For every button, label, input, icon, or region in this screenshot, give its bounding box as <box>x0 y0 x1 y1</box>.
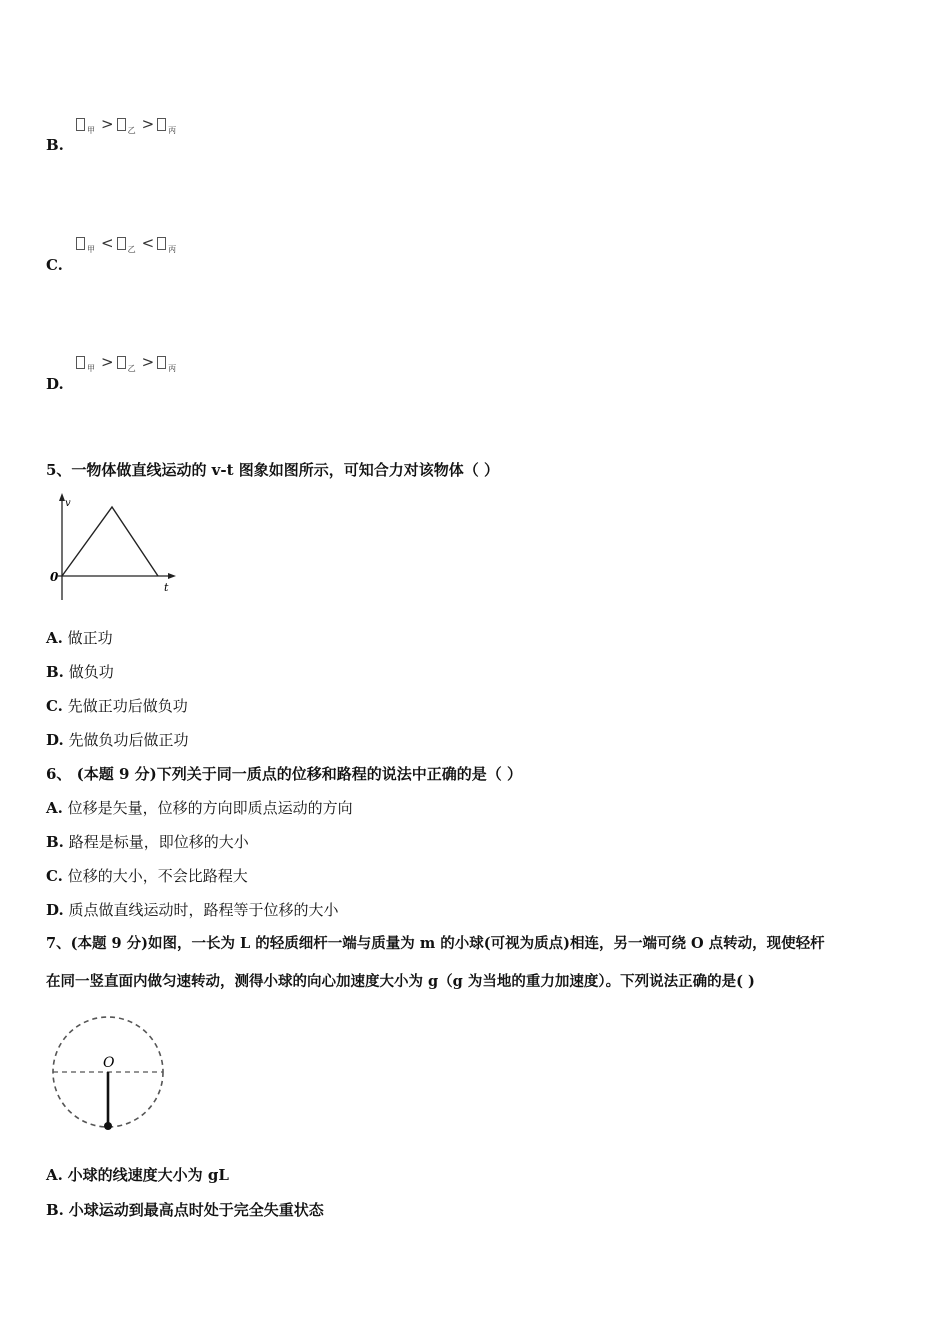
missing-glyph-box <box>117 237 126 250</box>
option-text: 小球运动到最高点时处于完全失重状态 <box>68 1201 324 1219</box>
formula-option-b <box>76 115 179 136</box>
formula-operator: < <box>101 234 114 252</box>
q6-option-a <box>46 798 353 818</box>
option-letter: B. <box>46 136 64 154</box>
origin-label: 0 <box>50 570 59 584</box>
option-text: 做正功 <box>67 629 113 647</box>
q6-option-d <box>46 900 339 920</box>
option-text: 质点做直线运动时，路程等于位移的大小 <box>68 901 339 919</box>
q5-option-b <box>46 662 114 682</box>
option-letter: A. <box>46 629 63 647</box>
missing-glyph-box <box>76 356 85 369</box>
q5-option-d <box>46 730 189 750</box>
formula-operator: > <box>141 353 155 371</box>
q5-option-a <box>46 628 113 648</box>
formula-subscript: 乙 <box>127 245 136 254</box>
q6-option-c <box>46 866 248 886</box>
q7-option-b <box>46 1200 324 1220</box>
v-axis-label: v <box>65 498 71 509</box>
missing-glyph-box <box>157 356 166 369</box>
formula-subscript: 甲 <box>87 126 95 135</box>
question-5-stem: 5、一物体做直线运动的 v-t 图象如图所示，可知合力对该物体（ ） <box>46 461 499 479</box>
ball <box>104 1122 112 1130</box>
option-text: 路程是标量，即位移的大小 <box>68 833 249 851</box>
q6-option-b <box>46 832 249 852</box>
option-text: 位移是矢量，位移的方向即质点运动的方向 <box>67 799 353 817</box>
vt-line <box>62 507 158 576</box>
rotating-rod-figure <box>46 1014 171 1139</box>
formula-subscript: 乙 <box>127 126 136 135</box>
question-7-stem-line2: 在同一竖直面内做匀速转动，测得小球的向心加速度大小为 g（g 为当地的重力加速度）。下列说法正确的是( ) <box>46 973 755 990</box>
missing-glyph-box <box>157 118 166 131</box>
option-text: 先做负功后做正功 <box>68 731 189 749</box>
missing-glyph-box <box>117 356 126 369</box>
option-letter: B. <box>46 663 64 681</box>
option-text: 位移的大小，不会比路程大 <box>67 867 248 885</box>
formula-operator: < <box>141 234 155 252</box>
missing-glyph-box <box>76 237 85 250</box>
question-6-stem: 6、 (本题 9 分)下列关于同一质点的位移和路程的说法中正确的是（ ） <box>46 765 522 783</box>
option-letter: A. <box>46 799 63 817</box>
formula-option-d <box>76 353 179 374</box>
option-letter: A. <box>46 1166 63 1184</box>
q7-option-a <box>46 1165 229 1185</box>
t-axis-arrow-icon <box>168 573 176 579</box>
option-letter: C. <box>46 697 63 715</box>
option-letter: B. <box>46 833 64 851</box>
option-text: 先做正功后做负功 <box>67 697 188 715</box>
formula-subscript: 乙 <box>127 364 136 373</box>
option-text: 做负功 <box>68 663 114 681</box>
missing-glyph-box <box>117 118 126 131</box>
pivot-label: O <box>103 1055 115 1071</box>
formula-subscript: 丙 <box>168 364 177 373</box>
t-axis-label: t <box>164 581 169 594</box>
option-letter: B. <box>46 1201 64 1219</box>
vt-graph <box>44 490 184 605</box>
option-letter: D. <box>46 731 64 749</box>
formula-subscript: 甲 <box>87 245 95 254</box>
formula-option-c <box>76 234 179 255</box>
formula-operator: > <box>141 115 155 133</box>
formula-subscript: 丙 <box>168 126 177 135</box>
option-text: 小球的线速度大小为 gL <box>67 1166 229 1184</box>
option-letter: C. <box>46 867 63 885</box>
formula-subscript: 甲 <box>87 364 95 373</box>
question-7-stem-line1: 7、(本题 9 分)如图，一长为 L 的轻质细杆一端与质量为 m 的小球(可视为质点)相连，另一端可绕 O 点转动，现使轻杆 <box>46 935 825 952</box>
formula-operator: > <box>101 353 114 371</box>
q5-option-c <box>46 696 188 716</box>
option-letter: C. <box>46 256 63 274</box>
formula-operator: > <box>101 115 114 133</box>
missing-glyph-box <box>76 118 85 131</box>
formula-subscript: 丙 <box>168 245 177 254</box>
missing-glyph-box <box>157 237 166 250</box>
option-letter: D. <box>46 375 64 393</box>
option-letter: D. <box>46 901 64 919</box>
